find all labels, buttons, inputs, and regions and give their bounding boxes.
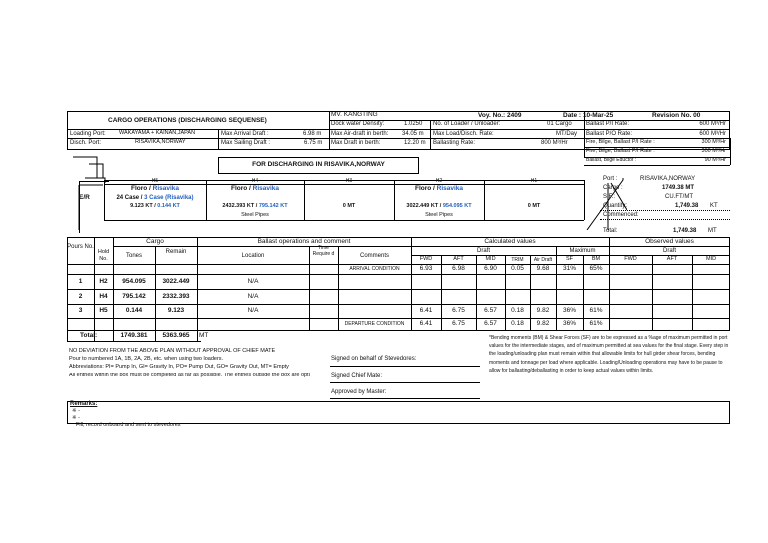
h5-cargo: Floro / Risavika xyxy=(130,185,180,192)
row-1-location: N/A xyxy=(247,278,259,285)
fire-bilge-2-label: Fire, Bilge, Ballast P/I Rate : xyxy=(586,148,655,154)
ballasting-rate-label: Ballasting Rate: xyxy=(433,140,476,146)
max-load-label: Max Load/Disch. Rate: xyxy=(433,131,494,137)
sf-label: S.F.: xyxy=(603,194,616,200)
row-2-remain: 2332.393 xyxy=(162,293,190,300)
arrival-trim: 0.05 xyxy=(511,265,524,272)
row-1-remain: 3022.449 xyxy=(162,278,190,285)
arrival-sf: 31% xyxy=(562,265,576,272)
remarks-box xyxy=(67,401,730,424)
row-2-tones: 795.142 xyxy=(122,293,146,300)
row-3-mid: 6.57 xyxy=(484,307,497,314)
row-1-hold: H2 xyxy=(99,278,108,285)
col-location: Location xyxy=(241,253,265,259)
col-comments: Comments xyxy=(359,253,389,259)
hold-h2-tag: H2 xyxy=(435,178,443,184)
total-value: 1,749.38 xyxy=(673,228,697,234)
quantity-label: Quantity: xyxy=(603,203,628,209)
note-no-deviation: NO DEVIATION FROM THE ABOVE PLAN WITHOUT APPROVAL OF CHIEF MATE xyxy=(69,348,276,354)
quantity-value: 1,749.38 xyxy=(675,203,699,209)
discharge-banner: FOR DISCHARGING IN RISAVIKA,NORWAY xyxy=(252,161,385,168)
remarks-instruction: Fill, record onboard and sent to stevedores xyxy=(76,422,181,428)
arrival-aft: 6.98 xyxy=(452,265,465,272)
col-calculated-group: Calculated values xyxy=(484,238,536,245)
bending-moment-note: *Bending moments (BM) & Shear Forces (SF) are to be expressed as a %age of maximum permitted in port values for the intermediate stages, and of maximum permitted at sea values for the final stage. Every step in the loading/unloading plan must remain within that allowable limits for hull girder shear forces, bending moments and tonnage per load where applicable. Loading/Unloading operations may have to be pause to allow for ballasting/deballasting in order to keep actual values within limits. xyxy=(489,335,729,374)
h2-description: Steel Pipes xyxy=(425,212,453,218)
quantity-unit: KT xyxy=(710,203,718,209)
col-aft: AFT xyxy=(453,256,464,262)
voyage-number: Voy. No.: 2409 xyxy=(478,112,522,119)
hold-h5-tag: H5 xyxy=(151,178,159,184)
departure-air-draft: 9.82 xyxy=(536,320,550,327)
ballast-po-label: Ballast P/O Rate: xyxy=(586,131,633,137)
h5-cases: 24 Case / 3 Case (Risavika) xyxy=(116,195,194,201)
fire-bilge-1-label: Fire, Bilge, Ballast P/I Rate : xyxy=(586,139,655,145)
arrival-condition-label: ARRIVAL CONDITION xyxy=(349,266,400,272)
engine-room-label: E/R xyxy=(79,194,90,201)
col-draft-group: Draft xyxy=(476,248,490,254)
col-tones: Tones xyxy=(125,253,142,259)
total-label: Total: xyxy=(603,228,618,234)
row-3-pour: 3 xyxy=(78,307,83,314)
hold-h3-tag: H3 xyxy=(345,178,353,184)
h5-quantity: 9.123 KT / 0.144 KT xyxy=(130,203,180,209)
table-total-unit: MT xyxy=(199,332,209,339)
commenced-label: Commenced: xyxy=(603,212,639,218)
col-time-required: Time Require d xyxy=(312,245,335,257)
max-sailing-label: Max Sailing Draft : xyxy=(221,140,271,146)
col-observed-aft: AFT xyxy=(666,256,678,262)
departure-trim: 0.18 xyxy=(511,320,524,327)
revision-number: Revision No. 00 xyxy=(652,112,701,119)
col-mid: MID xyxy=(485,256,496,262)
departure-mid: 6.57 xyxy=(484,320,497,327)
arrival-air-draft: 9.68 xyxy=(536,265,550,272)
col-bm: BM xyxy=(591,256,601,262)
row-3-location: N/A xyxy=(247,307,259,314)
h2-cargo: Floro / Risavika xyxy=(414,185,464,192)
vessel-name: MV. KANGTING xyxy=(331,111,378,118)
col-cargo-group: Cargo xyxy=(146,238,164,245)
col-trim: TRIM xyxy=(511,257,524,263)
hold-h1-tag: H1 xyxy=(530,178,538,184)
approved-master-label: Approved by Master: xyxy=(331,389,387,395)
ballast-pi-label: Ballast P/I Rate: xyxy=(586,121,630,127)
sheet-title: CARGO OPERATIONS (DISCHARGING SEQUENSE) xyxy=(108,117,267,124)
table-total-tones: 1749.381 xyxy=(120,332,148,339)
remarks-label: Remarks: xyxy=(70,401,98,407)
col-hold-no: Hold No. xyxy=(97,249,110,263)
departure-sf: 36% xyxy=(562,320,576,327)
h1-quantity: 0 MT xyxy=(527,203,541,209)
arrival-bm: 65% xyxy=(589,265,603,272)
ballasting-rate-value: 800 M³/Hr xyxy=(541,140,568,146)
max-air-value: 34.05 m xyxy=(402,131,424,137)
loader-value: 01 Cargo xyxy=(547,121,572,127)
loading-port-label: Loading Port: xyxy=(70,131,106,137)
max-draft-berth-value: 12.20 m xyxy=(404,140,426,146)
dock-water-label: Dock water Density: xyxy=(331,121,385,127)
note-pour-numbering: Pour to numbered 1A, 1B, 2A, 2B, etc. when using two loaders. xyxy=(69,356,224,362)
hold-h4-tag: H4 xyxy=(251,178,259,184)
row-1-pour: 1 xyxy=(78,278,83,285)
port-cargo-value: 1749.38 MT xyxy=(662,185,695,191)
ballast-po-value: 600 M³/Hr xyxy=(699,131,726,137)
row-2-hold: H4 xyxy=(99,293,108,300)
signed-stevedores-label: Signed on behalf of Stevedores: xyxy=(331,356,417,362)
row-3-bm: 61% xyxy=(589,307,603,314)
row-3-sf: 36% xyxy=(562,307,576,314)
col-fwd: FWD xyxy=(419,256,433,262)
h4-description: Steel Pipes xyxy=(241,212,269,218)
departure-condition-label: DEPARTURE CONDITION xyxy=(344,321,405,327)
col-observed-draft: Draft xyxy=(662,248,676,254)
loader-label: No. of Loader / Unloader: xyxy=(433,121,501,127)
row-2-location: N/A xyxy=(247,293,259,300)
signed-chief-mate-label: Signed Chief Mate: xyxy=(331,373,383,379)
h4-quantity: 2432.393 KT / 795.142 KT xyxy=(222,203,288,209)
loading-port-value: WAKAYAMA + KAINAN,JAPAN xyxy=(119,130,196,136)
row-3-trim: 0.18 xyxy=(511,307,524,314)
h3-quantity: 0 MT xyxy=(342,203,356,209)
col-observed-fwd: FWD xyxy=(624,256,637,262)
departure-bm: 61% xyxy=(589,320,603,327)
row-1-tones: 954.095 xyxy=(122,278,146,285)
row-3-remain: 9.123 xyxy=(167,307,185,314)
row-3-hold: H5 xyxy=(99,307,108,314)
note-entries: All entries within the box must be completed as far as possible. The entries outside the box are opti xyxy=(69,373,310,378)
total-unit: MT xyxy=(708,228,717,234)
max-arrival-label: Max Arrival Draft : xyxy=(221,131,269,137)
dock-water-value: 1.0250 xyxy=(404,121,423,127)
row-3-air-draft: 9.82 xyxy=(536,307,550,314)
col-observed-mid: MID xyxy=(705,256,717,262)
col-pours-no: Pours No. xyxy=(67,244,94,250)
col-remain: Remain xyxy=(165,249,187,255)
col-air-draft: Air Draft xyxy=(533,257,553,263)
max-air-label: Max Air-draft in berth: xyxy=(331,131,389,137)
max-draft-berth-label: Max Draft in berth: xyxy=(331,140,381,146)
port-value: RISAVIKA,NORWAY xyxy=(640,176,696,182)
h2-quantity: 3022.449 KT / 954.095 KT xyxy=(406,203,472,209)
port-cargo-label: Cargo : xyxy=(603,185,623,191)
sf-value: CU.FT/MT xyxy=(665,194,693,200)
ballast-pi-value: 600 M³/Hr xyxy=(699,121,726,127)
row-3-aft: 6.75 xyxy=(452,307,465,314)
row-2-pour: 2 xyxy=(78,293,83,300)
sheet-date: Date : 10-Mar-25 xyxy=(563,112,614,119)
departure-fwd: 6.41 xyxy=(419,320,433,327)
disch-port-value: RISAVIKA,NORWAY xyxy=(135,139,186,145)
col-observed-group: Observed values xyxy=(645,238,694,245)
remarks-line-1: ※ - xyxy=(72,408,80,414)
max-load-value: MT/Day xyxy=(556,131,577,137)
departure-aft: 6.75 xyxy=(452,320,465,327)
ballast-eductor-value: 90 M³/Hr xyxy=(704,157,726,163)
table-total-label: Total: xyxy=(80,332,98,339)
port-label: Port : xyxy=(603,176,618,182)
remarks-line-2: ※ - xyxy=(72,415,80,421)
disch-port-label: Disch. Port: xyxy=(70,140,102,146)
ballast-eductor-label: Ballast, Bilge Eductor : xyxy=(586,157,637,163)
fire-bilge-1-value: 300 M³/Hr xyxy=(701,139,726,145)
col-sf: SF xyxy=(565,256,574,262)
table-total-remain: 5363.965 xyxy=(162,332,190,339)
col-ballast-group: Ballast operations and comment xyxy=(257,238,351,245)
fire-bilge-2-value: 300 M³/Hr xyxy=(701,148,726,154)
max-arrival-value: 6.98 m xyxy=(303,131,322,137)
row-3-tones: 0.144 xyxy=(125,307,143,314)
col-maximum-group: Maximum xyxy=(569,248,596,254)
note-abbreviations: Abbreviations: PI= Pump In, GI= Gravity In, PO= Pump Out, GO= Gravity Out, MT= Empty xyxy=(69,364,289,370)
row-3-fwd: 6.41 xyxy=(419,307,433,314)
max-sailing-value: 6.75 m xyxy=(304,140,323,146)
arrival-mid: 6.90 xyxy=(484,265,497,272)
arrival-fwd: 6.93 xyxy=(419,265,433,272)
h4-cargo: Floro / Risavika xyxy=(230,185,280,192)
